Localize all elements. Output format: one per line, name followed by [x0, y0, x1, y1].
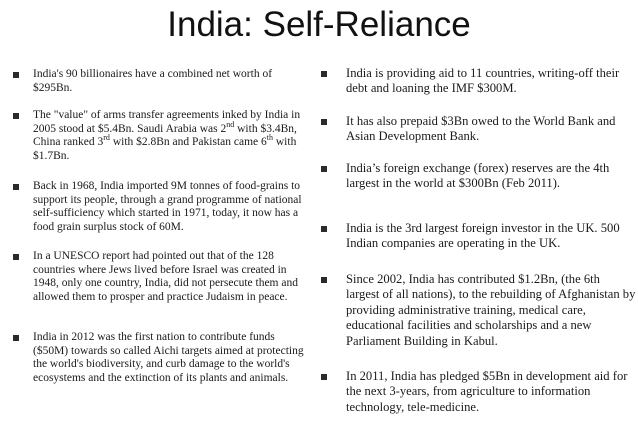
bullet-square-icon [13, 184, 19, 190]
bullet-text: It has also prepaid $3Bn owed to the World Bank and Asian Development Bank. [346, 114, 616, 144]
bullet-square-icon [13, 72, 19, 78]
bullet-development-aid [321, 369, 636, 415]
bullet-text: Back in 1968, India imported 9M tonnes of food-grains to support its people, through a grand programme of national self-sufficiency which started in 1971, today, it now has a food grain surplus stock of 60M. [33, 180, 302, 233]
bullet-unesco-report [13, 250, 308, 304]
bullet-text: India's 90 billionaires have a combined net worth of $295Bn. [33, 68, 273, 94]
bullet-text: In 2011, India has pledged $5Bn in development aid for the next 3-years, from agriculture to information technology, tele-medicine. [346, 369, 628, 414]
bullet-aichi-targets [13, 331, 308, 385]
bullet-square-icon [321, 374, 327, 380]
bullet-uk-investor [321, 221, 636, 252]
bullet-billionaires [13, 68, 308, 95]
bullet-text: India is the 3rd largest foreign investor in the UK. 500 Indian companies are operating in the UK. [346, 221, 620, 251]
bullet-square-icon [321, 166, 327, 172]
bullet-square-icon [13, 254, 19, 260]
bullet-arms-transfer [13, 109, 308, 163]
bullet-text: India’s foreign exchange (forex) reserves are the 4th largest in the world at $300Bn (Feb 2011). [346, 161, 610, 191]
bullet-square-icon [321, 226, 327, 232]
bullet-square-icon [321, 119, 327, 125]
bullet-square-icon [13, 335, 19, 341]
bullet-text: India is providing aid to 11 countries, writing-off their debt and loaning the IMF $300M. [346, 66, 620, 96]
slide-title: India: Self-Reliance [167, 5, 471, 44]
bullet-text: India in 2012 was the first nation to contribute funds ($50M) towards so called Aichi targets aimed at protecting the world's biodiversity, and curb damage to the world's ecosystems and the extinction of its plants and animals. [33, 331, 304, 384]
bullet-aid-countries [321, 66, 636, 97]
bullet-prepaid-debt [321, 114, 636, 145]
bullet-afghanistan [321, 272, 636, 349]
bullet-text: The "value" of arms transfer agreements inked by India in 2005 stood at $5.4Bn. Saudi Arabia was 2nd with $3.4Bn, China ranked 3rd with $2.8Bn and Pakistan came 6th with $1.7Bn. [33, 109, 301, 162]
bullet-square-icon [321, 71, 327, 77]
bullet-text: In a UNESCO report had pointed out that of the 128 countries where Jews lived before Israel was created in 1948, only one country, India, did not persecute them and allowed them to prosper and practice Judaism in peace. [33, 250, 298, 303]
bullet-text: Since 2002, India has contributed $1.2Bn, (the 6th largest of all nations), to the rebuilding of Afghanistan by providing administrative training, medical care, educational facilities and scholarships and a new Parliament Building in Kabul. [346, 272, 636, 348]
bullet-square-icon [13, 113, 19, 119]
bullet-food-grains [13, 180, 308, 234]
bullet-square-icon [321, 277, 327, 283]
bullet-forex-reserves [321, 161, 636, 192]
